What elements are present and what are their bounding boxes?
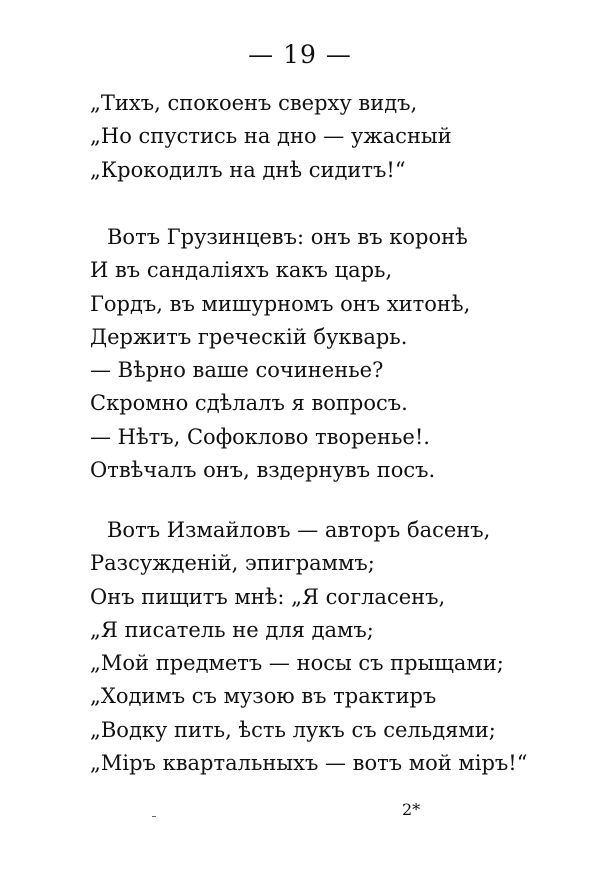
- verse-line: „Я писатель не для дамъ;: [90, 617, 374, 642]
- verse-line: Вотъ Измайловъ — авторъ басенъ,: [107, 518, 491, 542]
- signature-mark: 2*: [402, 800, 421, 819]
- page-number: — 19 —: [248, 40, 352, 69]
- verse-line: „Тихъ, спокоенъ сверху видъ,: [90, 91, 418, 115]
- verse-line: „Мой предметъ — носы съ прыщами;: [90, 651, 504, 676]
- verse-line: „Водку пить, ѣсть лукъ съ сельдями;: [90, 717, 496, 742]
- verse-line: — Вѣрно ваше сочиненье?: [90, 358, 384, 383]
- ink-speck: [152, 816, 156, 817]
- stanza-1: [90, 87, 570, 187]
- verse-line: Отвѣчалъ онъ, вздернувъ посъ.: [90, 458, 436, 483]
- verse-line: Гордъ, въ мишурномъ онъ хитонѣ,: [90, 291, 471, 316]
- verse-line: „Міръ квартальныхъ — вотъ мой міръ!“: [90, 751, 528, 776]
- verse-line: Вотъ Грузинцевъ: онъ въ коронѣ: [107, 225, 468, 249]
- verse-line: Держитъ греческій букварь.: [90, 324, 408, 349]
- verse-line: — Нѣтъ, Софоклово творенье!.: [90, 424, 430, 449]
- verse-line: И въ сандаліяхъ какъ царь,: [90, 258, 393, 283]
- stanza-2: [90, 221, 570, 487]
- verse-line: „Крокодилъ на днѣ сидитъ!“: [90, 157, 406, 182]
- verse-line: Разсужденій, эпиграммъ;: [90, 551, 375, 576]
- verse-line: „Ходимъ съ музою въ трактиръ: [90, 684, 437, 709]
- verse-line: „Но спустись на дно — ужасный: [90, 124, 452, 149]
- verse-line: Онъ пищитъ мнѣ: „Я согласенъ,: [90, 584, 446, 609]
- stanza-3: [90, 514, 570, 780]
- verse-line: Скромно сдѣлалъ я вопросъ.: [90, 391, 408, 416]
